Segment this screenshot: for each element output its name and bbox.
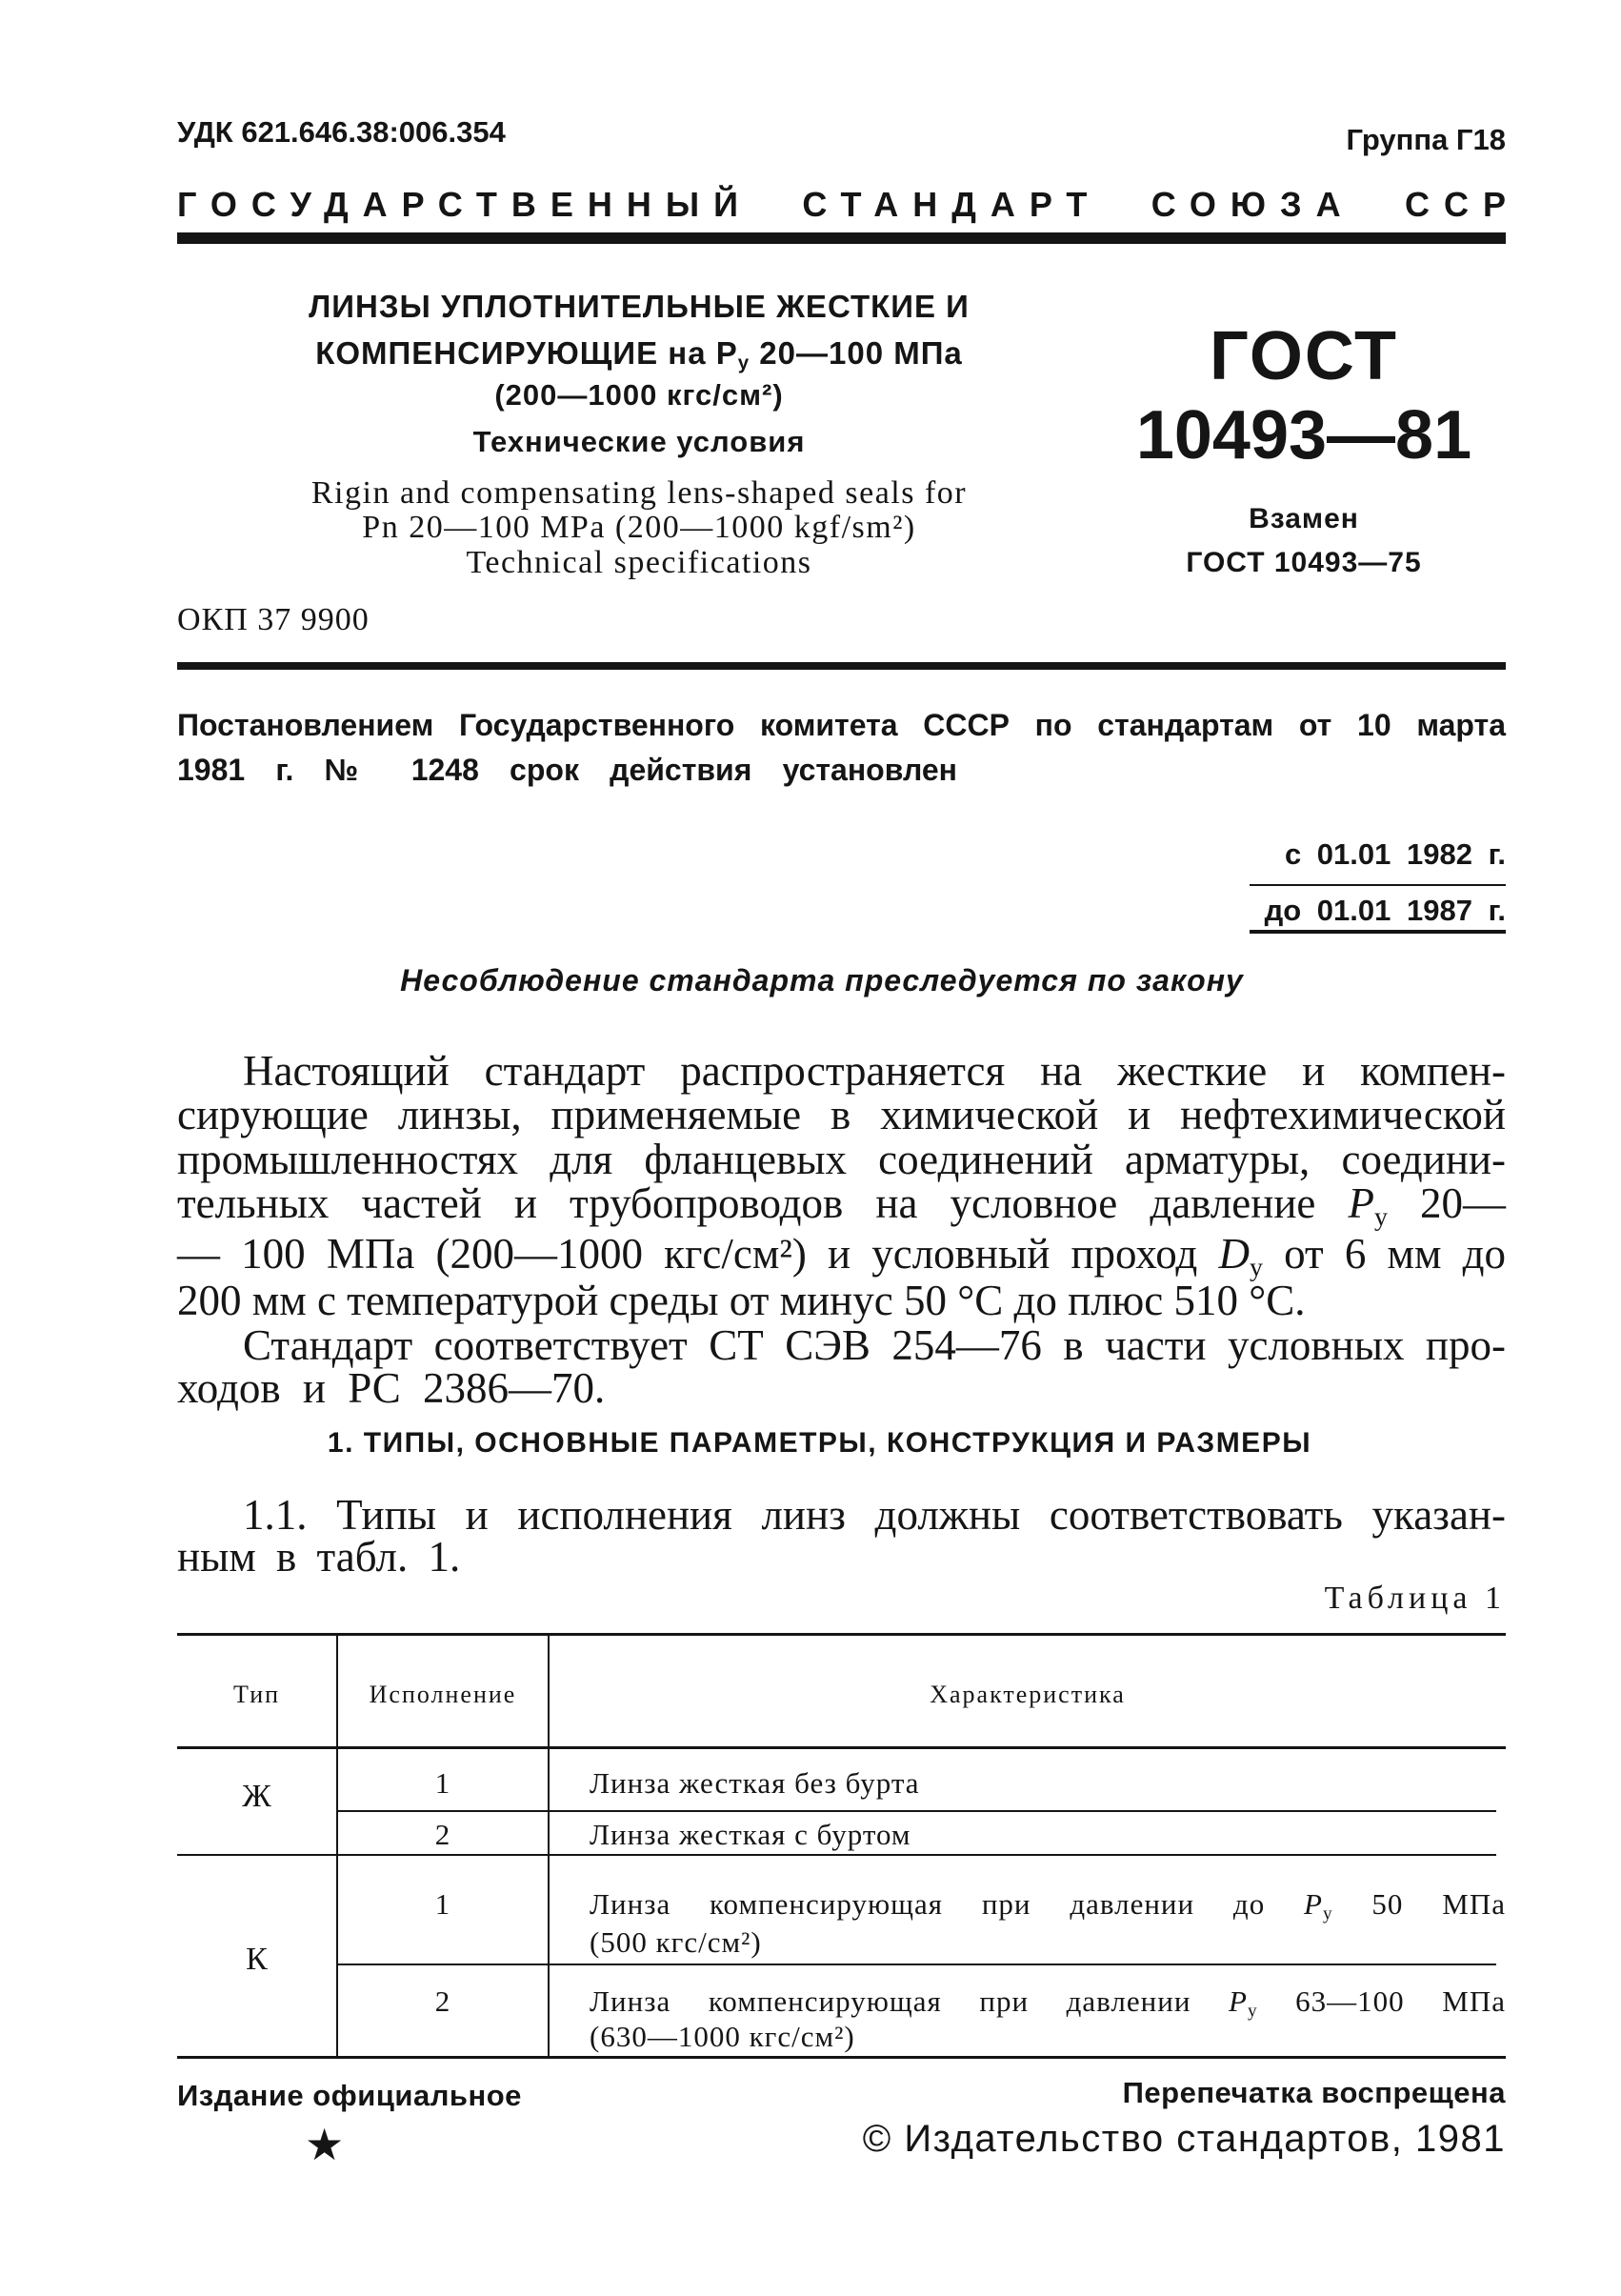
- english-title-line-3: Technical specifications: [466, 545, 812, 580]
- okp-code: ОКП 37 9900: [177, 602, 370, 637]
- section-heading: 1. ТИПЫ, ОСНОВНЫЕ ПАРАМЕТРЫ, КОНСТРУКЦИЯ И РАЗМЕРЫ: [327, 1427, 1312, 1459]
- table-header-border: [177, 1746, 1506, 1749]
- publisher-copyright: © Издательство стандартов, 1981: [862, 2118, 1506, 2160]
- scope-line-5-value: от 6 мм до: [1262, 1230, 1506, 1278]
- scope-line-5-text: — 100 МПа (200—1000 кгс/см²) и условный проход: [177, 1230, 1219, 1278]
- star-icon: ★: [305, 2119, 345, 2170]
- banner-word: СОЮЗА: [1151, 185, 1355, 224]
- official-edition-label: Издание официальное: [177, 2079, 522, 2112]
- description-cell-line-1: [590, 1984, 1506, 2022]
- scope-line-4: [177, 1178, 1506, 1233]
- pressure-subscript: у: [1322, 1903, 1333, 1924]
- table-caption: Таблица 1: [1324, 1581, 1506, 1616]
- description-text: Линза компенсирующая при давлении: [590, 1984, 1230, 2018]
- compliance-line-1: Стандарт соответствует СТ СЭВ 254—76 в части условных про-: [243, 1321, 1506, 1369]
- column-header-variant: Исполнение: [369, 1681, 517, 1708]
- diameter-symbol: D: [1218, 1230, 1250, 1278]
- decree-line-1: Постановлением Государственного комитета СССР по стандартам от 10 марта: [177, 708, 1506, 742]
- pressure-subscript: у: [1373, 1201, 1388, 1232]
- classification-group: Группа Г18: [1346, 123, 1506, 156]
- gost-number: 10493—81: [1135, 397, 1472, 473]
- valid-to-date: до 01.01 1987 г.: [1264, 894, 1506, 927]
- scope-line-2: сирующие линзы, применяемые в химической и нефтехимической: [177, 1091, 1506, 1138]
- english-title-line-1: Rigin and compensating lens-shaped seals for: [310, 475, 968, 511]
- title-line-3: (200—1000 кгс/см²): [494, 378, 784, 412]
- date-underline: [1250, 930, 1506, 934]
- variant-cell: 1: [434, 1887, 451, 1921]
- scope-line-6: 200 мм с температурой среды от минус 50 °С до плюс 510 °С.: [177, 1277, 1306, 1324]
- replaces-label: Взамен: [1249, 503, 1359, 534]
- pressure-symbol: P: [715, 335, 738, 371]
- header-rule: [177, 232, 1506, 244]
- row-divider: [336, 1964, 1496, 1965]
- date-divider: [1250, 884, 1506, 886]
- pressure-symbol: P: [1304, 1887, 1323, 1921]
- banner-word: ГОСУДАРСТВЕННЫЙ: [177, 185, 753, 224]
- banner-word: СТАНДАРТ: [802, 185, 1102, 224]
- scope-line-3: промышленностях для фланцевых соединений арматуры, соедини-: [177, 1136, 1506, 1183]
- type-cell: Ж: [242, 1779, 271, 1814]
- gost-label: ГОСТ: [1209, 318, 1399, 394]
- variant-cell: 2: [434, 1984, 451, 2018]
- type-cell: К: [246, 1942, 268, 1977]
- pressure-value: 50 МПа: [1332, 1887, 1506, 1921]
- reprint-prohibited-label: Перепечатка воспрещена: [1122, 2076, 1506, 2109]
- scope-line-1: Настоящий стандарт распространяется на жесткие и компен-: [243, 1047, 1506, 1095]
- legal-notice: Несоблюдение стандарта преследуется по закону: [400, 963, 1244, 997]
- title-line-2: [210, 334, 1068, 375]
- description-text: Линза компенсирующая при давлении до: [590, 1887, 1305, 1921]
- description-cell-line-1: [590, 1886, 1506, 1924]
- banner-word: ССР: [1404, 185, 1520, 224]
- compliance-line-2: ходов и РС 2386—70.: [177, 1364, 606, 1412]
- variant-cell: 1: [434, 1766, 451, 1800]
- title-line-2-range: 20—100 МПа: [750, 335, 963, 371]
- description-cell-line-2: (500 кгс/см²): [590, 1925, 762, 1959]
- scope-line-4-text: тельных частей и трубопроводов на условное давление: [177, 1179, 1349, 1227]
- state-standard-banner: [177, 184, 1520, 225]
- group-divider: [177, 1854, 1496, 1856]
- description-cell-line-2: (630—1000 кгс/см²): [590, 2020, 855, 2053]
- title-rule: [177, 662, 1506, 670]
- pressure-symbol: P: [1348, 1179, 1374, 1227]
- replaced-standard: ГОСТ 10493—75: [1186, 547, 1422, 578]
- english-title-line-2: Pn 20—100 MPa (200—1000 kgf/sm²): [362, 510, 916, 545]
- clause-line-1: 1.1. Типы и исполнения линз должны соответствовать указан-: [243, 1491, 1506, 1539]
- variant-cell: 2: [434, 1818, 451, 1851]
- pressure-symbol: P: [1229, 1984, 1248, 2018]
- diameter-subscript: у: [1249, 1252, 1263, 1282]
- pressure-subscript: у: [1247, 2001, 1258, 2022]
- udk-code: УДК 621.646.38:006.354: [177, 115, 506, 149]
- column-header-type: Тип: [232, 1681, 281, 1708]
- pressure-value: 63—100 МПа: [1257, 1984, 1507, 2018]
- pressure-subscript: у: [737, 352, 750, 374]
- decree-line-2: 1981 г. № 1248 срок действия установлен: [177, 753, 957, 787]
- table-top-border: [177, 1633, 1506, 1636]
- clause-line-2: ным в табл. 1.: [177, 1533, 461, 1581]
- description-cell: Линза жесткая без бурта: [590, 1766, 920, 1800]
- scope-line-4-value: 20—: [1387, 1179, 1506, 1227]
- column-header-description: Характеристика: [930, 1681, 1126, 1708]
- description-cell: Линза жесткая с буртом: [590, 1818, 911, 1851]
- title-subtitle: Технические условия: [472, 425, 806, 458]
- row-divider: [336, 1810, 1496, 1812]
- table-bottom-border: [177, 2056, 1506, 2059]
- title-line-2-text: КОМПЕНСИРУЮЩИЕ на: [315, 335, 716, 371]
- title-line-1: ЛИНЗЫ УПЛОТНИТЕЛЬНЫЕ ЖЕСТКИЕ И: [309, 289, 970, 324]
- valid-from-date: с 01.01 1982 г.: [1284, 837, 1506, 871]
